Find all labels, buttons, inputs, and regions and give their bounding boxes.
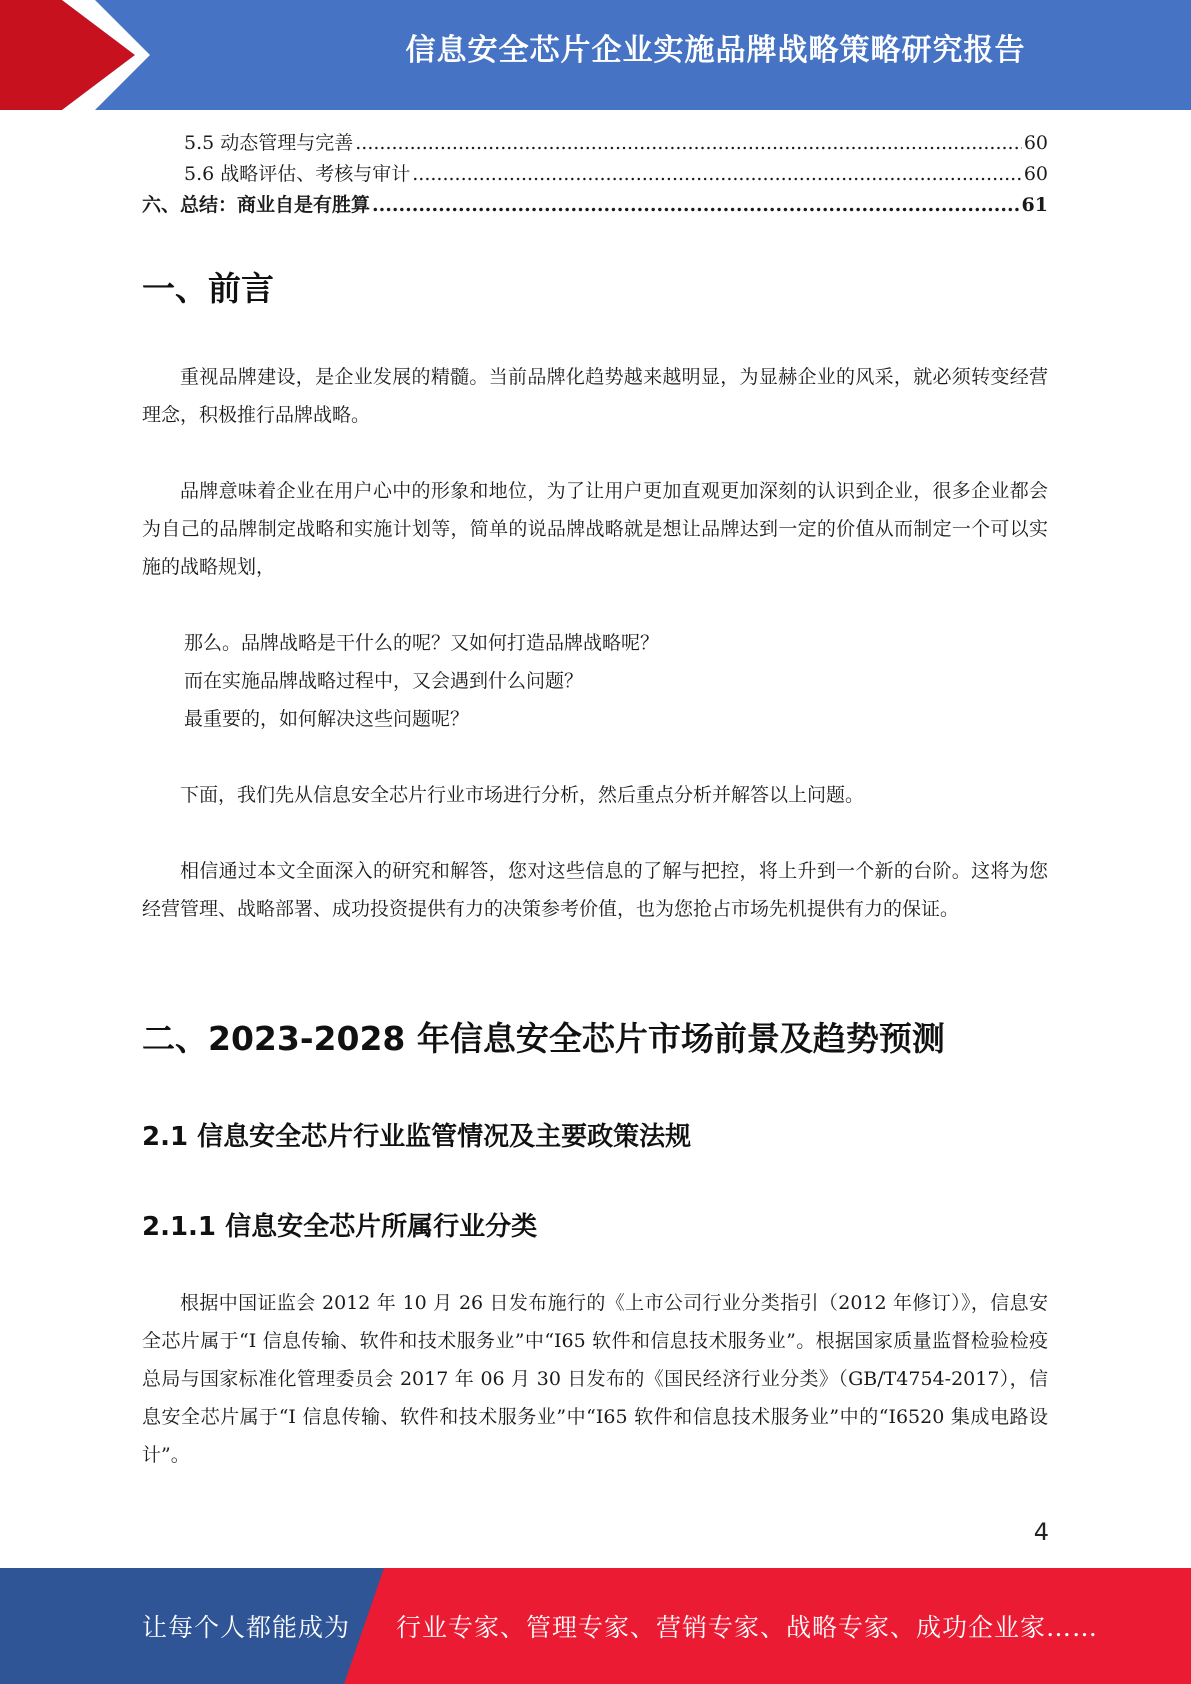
table-of-contents [142,128,1048,221]
toc-entry[interactable] [142,159,1048,190]
paragraph: 相信通过本文全面深入的研究和解答，您对这些信息的了解与把控，将上升到一个新的台阶。这将为您经营管理、战略部署、成功投资提供有力的决策参考价值，也为您抢占市场先机提供有力的保证。 [142,860,1048,920]
question-line: 而在实施品牌战略过程中，又会遇到什么问题？ [184,670,584,692]
toc-entry[interactable] [142,128,1048,159]
subsection-heading: 2.1.1 信息安全芯片所属行业分类 [142,1212,538,1242]
section-heading-preface: 一、前言 [142,269,274,308]
subsection-heading: 2.1 信息安全芯片行业监管情况及主要政策法规 [142,1122,692,1152]
toc-entry-page: 60 [1023,163,1048,185]
section-heading-market-outlook: 二、2023-2028 年信息安全芯片市场前景及趋势预测 [142,1019,945,1058]
toc-entry[interactable] [142,190,1048,221]
report-title: 信息安全芯片企业实施品牌战略策略研究报告 [405,33,1026,68]
paragraph: 下面，我们先从信息安全芯片行业市场进行分析，然后重点分析并解答以上问题。 [180,784,865,806]
toc-leader-dots [355,128,1022,159]
page-footer-banner [0,1568,1191,1684]
toc-entry-label: 六、总结：商业自是有胜算 [142,194,371,216]
toc-leader-dots [412,159,1022,190]
paragraph: 根据中国证监会 2012 年 10 月 26 日发布施行的《上市公司行业分类指引（2012 年修订）》，信息安全芯片属于“I 信息传输、软件和技术服务业”中“I65 软件和信息技术服务业”。根据国家质量监督检验检疫总局与国家标准化管理委员会 2017 年 06 月 30 日发布的《国民经济行业分类》（GB/T4754-2017），信息安全芯片属于“I 信息传输、软件和技术服务业”中“I65 软件和信息技术服务业”中的“I6520 集成电路设计”。 [142,1292,1048,1466]
toc-entry-label: 5.5 动态管理与完善 [184,132,354,154]
toc-entry-page: 60 [1023,132,1048,154]
paragraph: 品牌意味着企业在用户心中的形象和地位，为了让用户更加直观更加深刻的认识到企业，很多企业都会为自己的品牌制定战略和实施计划等，简单的说品牌战略就是想让品牌达到一定的价值从而制定一个可以实施的战略规划， [142,480,1048,578]
footer-slogan-right: 行业专家、管理专家、营销专家、战略专家、成功企业家…… [396,1613,1099,1642]
page-header-banner [0,0,1191,110]
toc-leader-dots [372,190,1020,221]
toc-entry-page: 61 [1021,194,1048,216]
question-line: 那么。品牌战略是干什么的呢？又如何打造品牌战略呢？ [184,632,660,654]
question-line: 最重要的，如何解决这些问题呢？ [184,708,470,730]
page-number: 4 [1033,1518,1049,1546]
toc-entry-label: 5.6 战略评估、考核与审计 [184,163,411,185]
footer-slogan-left: 让每个人都能成为 [142,1613,351,1642]
paragraph: 重视品牌建设，是企业发展的精髓。当前品牌化趋势越来越明显，为显赫企业的风采，就必须转变经营理念，积极推行品牌战略。 [142,366,1048,426]
